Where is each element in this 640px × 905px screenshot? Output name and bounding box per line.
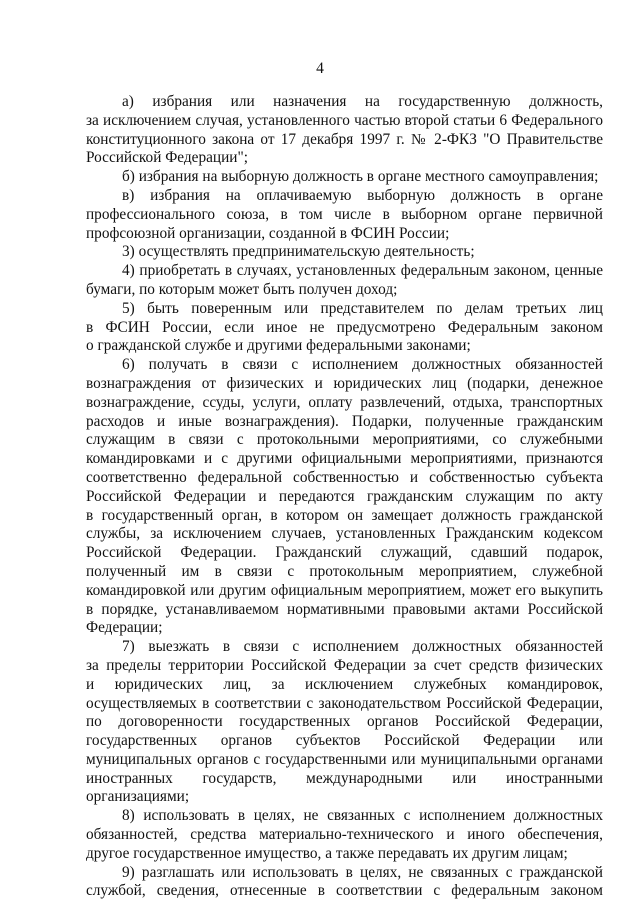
text-line: соответственно федеральной собственностью и собственностью субъекта xyxy=(86,468,603,486)
text-line: обязанностей, средства материально-технического и иного обеспечения, xyxy=(86,826,603,844)
text-line: вознаграждение, ссуды, услуги, оплату развлечений, отдыха, транспортных xyxy=(86,393,603,411)
text-line: службы, за исключением случаев, установленных Гражданским кодексом xyxy=(86,525,603,543)
text-line: расходов и иные вознаграждения). Подарки, полученные гражданским xyxy=(86,412,603,430)
text-line: 8) использовать в целях, не связанных с исполнением должностных xyxy=(122,807,603,825)
text-line: служащим в связи с протокольными мероприятиями, со служебными xyxy=(86,431,603,449)
text-line: по договоренности государственных органов Российской Федерации, xyxy=(86,713,603,731)
text-line: 3) осуществлять предпринимательскую деятельность; xyxy=(122,243,475,261)
text-line: конституционного закона от 17 декабря 1997 г. № 2-ФКЗ "О Правительстве xyxy=(86,130,603,148)
text-line: профессионального союза, в том числе в выборном органе первичной xyxy=(86,205,603,223)
text-line: о гражданской службе и другими федеральными законами; xyxy=(86,337,471,355)
text-line: за пределы территории Российской Федерации за счет средств физических xyxy=(86,656,603,674)
text-line: в) избрания на оплачиваемую выборную должность в органе xyxy=(122,186,603,204)
text-line: командировками и с другими официальными мероприятиями, признаются xyxy=(86,450,603,468)
document-body xyxy=(86,93,603,901)
text-line: 4) приобретать в случаях, установленных федеральным законом, ценные xyxy=(122,262,603,280)
text-line: полученный им в связи с протокольным мероприятием, служебной xyxy=(86,562,603,580)
text-line: в государственный орган, в котором он замещает должность гражданской xyxy=(86,506,603,524)
text-line: иностранных государств, международными или иностранными xyxy=(86,769,603,787)
text-line: бумаги, по которым может быть получен доход; xyxy=(86,280,398,298)
text-line: вознаграждения от физических и юридических лиц (подарки, денежное xyxy=(86,374,603,392)
text-line: в ФСИН России, если иное не предусмотрено Федеральным законом xyxy=(86,318,603,336)
text-line: осуществляемых в соответствии с законодательством Российской Федерации, xyxy=(86,694,603,712)
text-line: Российской Федерации и передаются гражданским служащим по акту xyxy=(86,487,603,505)
text-line: за исключением случая, установленного частью второй статьи 6 Федерального xyxy=(86,111,603,129)
text-line: б) избрания на выборную должность в органе местного самоуправления; xyxy=(122,168,599,186)
text-line: 7) выезжать в связи с исполнением должностных обязанностей xyxy=(122,638,603,656)
text-line: и юридических лиц, за исключением служебных командировок, xyxy=(86,675,603,693)
text-line: Российской Федерации. Гражданский служащий, сдавший подарок, xyxy=(86,544,603,562)
text-line: муниципальных органов с государственными или муниципальными органами xyxy=(86,750,603,768)
text-line: 5) быть поверенным или представителем по делам третьих лиц xyxy=(122,299,603,317)
text-line: 6) получать в связи с исполнением должностных обязанностей xyxy=(122,356,603,374)
text-line: государственных органов субъектов Российской Федерации или xyxy=(86,732,603,750)
text-line: организациями; xyxy=(86,788,190,806)
text-line: в порядке, устанавливаемом нормативными правовыми актами Российской xyxy=(86,600,603,618)
text-line: Российской Федерации"; xyxy=(86,149,248,167)
text-line: другое государственное имущество, а также передавать их другим лицам; xyxy=(86,844,568,862)
text-line: а) избрания или назначения на государственную должность, xyxy=(122,93,603,110)
text-line: Федерации; xyxy=(86,619,163,637)
text-line: профсоюзной организации, созданной в ФСИН России; xyxy=(86,224,450,242)
text-line: 9) разглашать или использовать в целях, не связанных с гражданской xyxy=(122,863,603,881)
text-line: командировкой или другим официальным мероприятием, может его выкупить xyxy=(86,581,603,599)
page-number: 4 xyxy=(316,60,324,77)
text-line: службой, сведения, отнесенные в соответствии с федеральным законом xyxy=(86,882,603,900)
